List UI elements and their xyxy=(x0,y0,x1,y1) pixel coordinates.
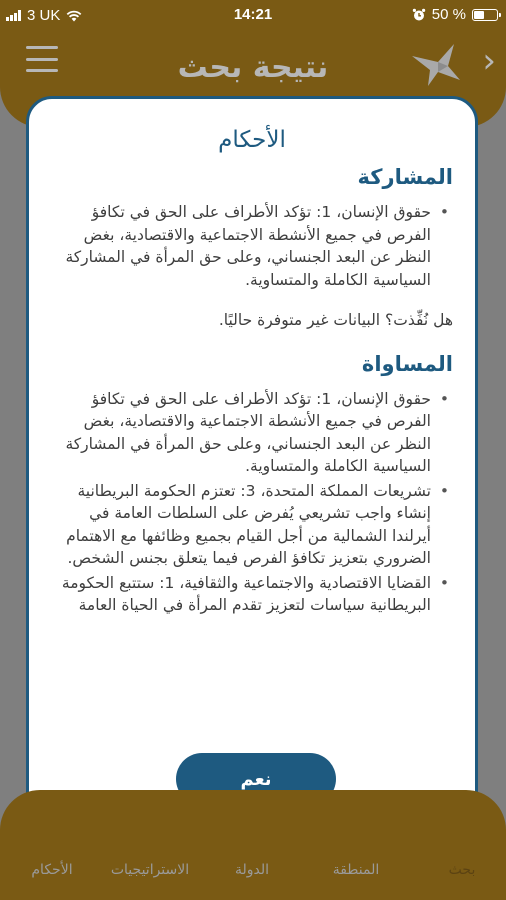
status-bar xyxy=(0,0,506,32)
tab-strategies[interactable]: الاستراتيجيات xyxy=(110,862,190,878)
page-title: نتيجة بحث xyxy=(177,50,329,85)
section-heading: المساواة xyxy=(361,351,453,376)
tab-search[interactable]: بحث xyxy=(448,862,476,878)
battery-icon xyxy=(472,9,498,21)
section-participation xyxy=(51,165,453,332)
provision-item: • القضايا الاقتصادية والاجتماعية والثقافية، 1: ستتبع الحكومة البريطانية سياسات لتعزيز تقدم المرأة في الحياة العامة xyxy=(51,572,453,617)
modal-title: الأحكام xyxy=(218,127,286,153)
chevron-right-icon[interactable]: › xyxy=(482,41,496,81)
status-time: 14:21 xyxy=(233,6,273,23)
battery-level-fill xyxy=(474,11,484,19)
battery-percent: 50 % xyxy=(431,6,466,23)
bird-logo-icon xyxy=(408,36,464,92)
alarm-clock-icon xyxy=(412,8,426,22)
provision-item: • حقوق الإنسان، 1: تؤكد الأطراف على الحق في تكافؤ الفرص في جميع الأنشطة الاجتماعية والاقتصادية، بغض النظر عن البعد الجنساني، وعلى حق المرأة في المشاركة السياسية الكاملة والمتساوية. xyxy=(51,201,453,291)
implementation-note: هل نُفِّذت؟ البيانات غير متوفرة حاليًا. xyxy=(218,311,453,329)
bottom-tab-bar xyxy=(0,790,506,900)
provision-item: • حقوق الإنسان، 1: تؤكد الأطراف على الحق في تكافؤ الفرص في جميع الأنشطة الاجتماعية والاقتصادية، بغض النظر عن البعد الجنساني، وعلى حق المرأة في المشاركة السياسية الكاملة والمتساوية. xyxy=(51,388,453,478)
provision-list xyxy=(51,201,453,291)
provision-item: • تشريعات المملكة المتحدة، 3: تعتزم الحكومة البريطانية إنشاء واجب تشريعي يُفرض على السلطات العامة في أيرلندا الشمالية من أجل القيام بجميع وظائفها مع الاهتمام الضروري بتعزيز تكافؤ الفرص فيما يتعلق بجنس الشخص. xyxy=(51,480,453,570)
tab-region[interactable]: المنطقة xyxy=(332,862,380,878)
tab-provisions[interactable]: الأحكام xyxy=(31,862,73,878)
section-equality xyxy=(51,352,453,617)
modal-scroll-content[interactable] xyxy=(51,165,453,735)
status-right xyxy=(412,6,498,23)
provision-list xyxy=(51,388,453,617)
tab-country[interactable]: الدولة xyxy=(234,862,270,878)
provisions-modal xyxy=(26,96,478,824)
section-heading: المشاركة xyxy=(357,165,453,189)
ok-button[interactable]: نعم xyxy=(176,753,336,805)
carrier-name: 3 UK xyxy=(27,7,61,24)
scroll-fade xyxy=(29,715,475,737)
